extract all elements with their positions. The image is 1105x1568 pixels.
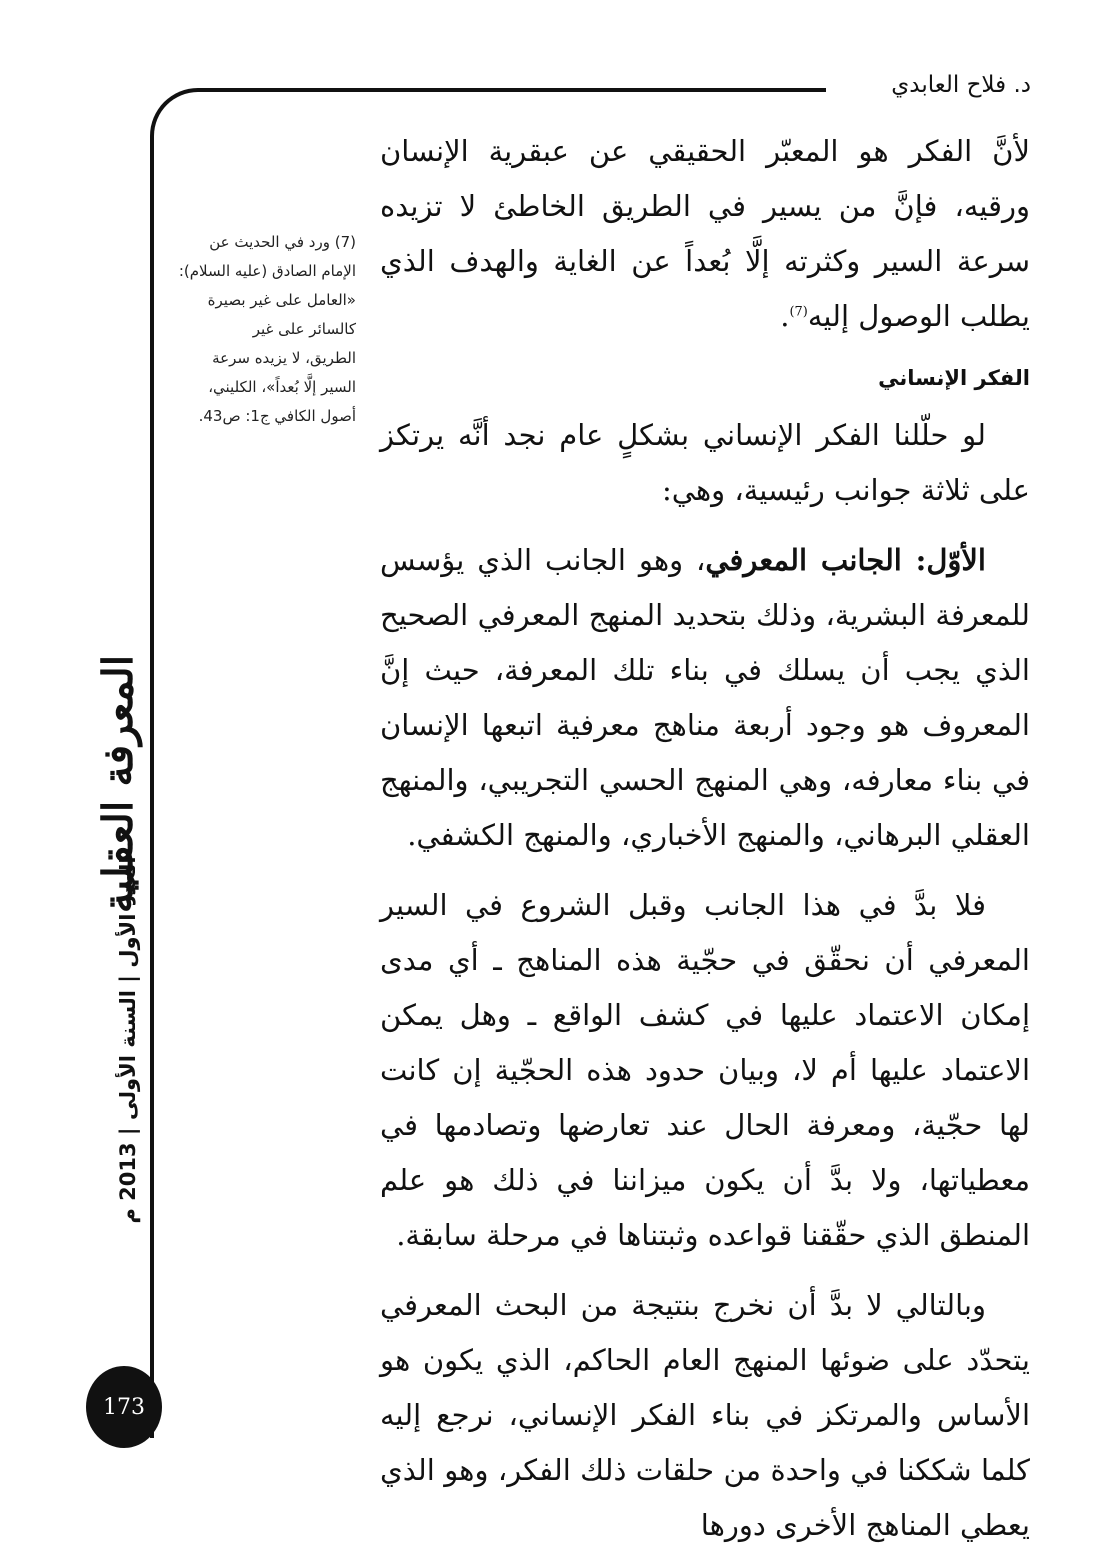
paragraph-2: لو حلّلنا الفكر الإنساني بشكلٍ عام نجد أنَّه يرتكز على ثلاثة جوانب رئيسية، وهي: bbox=[380, 418, 1030, 507]
journal-title: المعرفة العقلية bbox=[94, 654, 142, 914]
footnote bbox=[178, 228, 356, 431]
footnote-line: الإمام الصادق (عليه السلام): bbox=[178, 262, 356, 280]
footnote-line: «العامل على غير بصيرة bbox=[207, 291, 356, 309]
paragraph-1 bbox=[380, 124, 1030, 344]
page-number: 173 bbox=[103, 1394, 145, 1420]
paragraph-3-text: ، وهو الجانب الذي يؤسس للمعرفة البشرية، وذلك بتحديد المنهج المعرفي الصحيح الذي يجب أن يسلك في بناء تلك المعرفة، حيث إنَّ المعروف هو وجود أربعة مناهج معرفية اتبعها الإنسان في بناء معارفه، وهي المنهج الحسي التجريبي، والمنهج العقلي البرهاني، والمنهج الأخباري، والمنهج الكشفي. bbox=[380, 543, 1030, 852]
footnote-line: الطريق، لا يزيده سرعة bbox=[212, 349, 356, 367]
paragraph-1-end: . bbox=[780, 299, 790, 333]
footnote-line: (7) ورد في الحديث عن bbox=[209, 233, 356, 251]
main-body bbox=[380, 124, 1030, 1568]
paragraph-3-lead: الأوّل: الجانب المعرفي bbox=[705, 543, 986, 577]
footnote-line: أصول الكافي ج1: ص43. bbox=[198, 407, 356, 425]
issue-info: العدد الأول | السنة الأولى | 2013 م bbox=[116, 856, 140, 1224]
author-header: د. فلاح العابدي bbox=[891, 72, 1031, 98]
page-number-badge bbox=[86, 1366, 162, 1448]
paragraph-3 bbox=[380, 533, 1030, 863]
paragraph-4: فلا بدَّ في هذا الجانب وقبل الشروع في السير المعرفي أن نحقّق في حجّية هذه المناهج ـ أي مدى إمكان الاعتماد عليها في كشف الواقع ـ وهل يمكن الاعتماد عليها أم لا، وبيان حدود هذه الحجّية إن كانت لها حجّية، ومعرفة الحال عند تعارضها وتصادمها في معطياتها، ولا بدَّ أن يكون ميزاننا في ذلك هو علم المنطق الذي حقّقنا قواعده وثبتناها في مرحلة سابقة. bbox=[380, 888, 1030, 1252]
paragraph-5: وبالتالي لا بدَّ أن نخرج بنتيجة من البحث المعرفي يتحدّد على ضوئها المنهج العام الحاكم، الذي يكون هو الأساس والمرتكز في بناء الفكر الإنساني، نرجع إليه كلما شككنا في واحدة من حلقات ذلك الفكر، وهو الذي يعطي المناهج الأخرى دورها bbox=[380, 1288, 1030, 1542]
paragraph-1-text: لأنَّ الفكر هو المعبّر الحقيقي عن عبقرية الإنسان ورقيه، فإنَّ من يسير في الطريق الخاطئ لا تزيده سرعة السير وكثرته إلَّا بُعداً عن الغاية والهدف الذي يطلب الوصول إليه bbox=[380, 134, 1030, 333]
footnote-line: كالسائر على غير bbox=[252, 320, 356, 338]
section-heading: الفكر الإنساني bbox=[878, 366, 1030, 390]
footnote-reference: (7) bbox=[789, 304, 808, 320]
footnote-line: السير إلَّا بُعداً»، الكليني، bbox=[208, 378, 356, 396]
